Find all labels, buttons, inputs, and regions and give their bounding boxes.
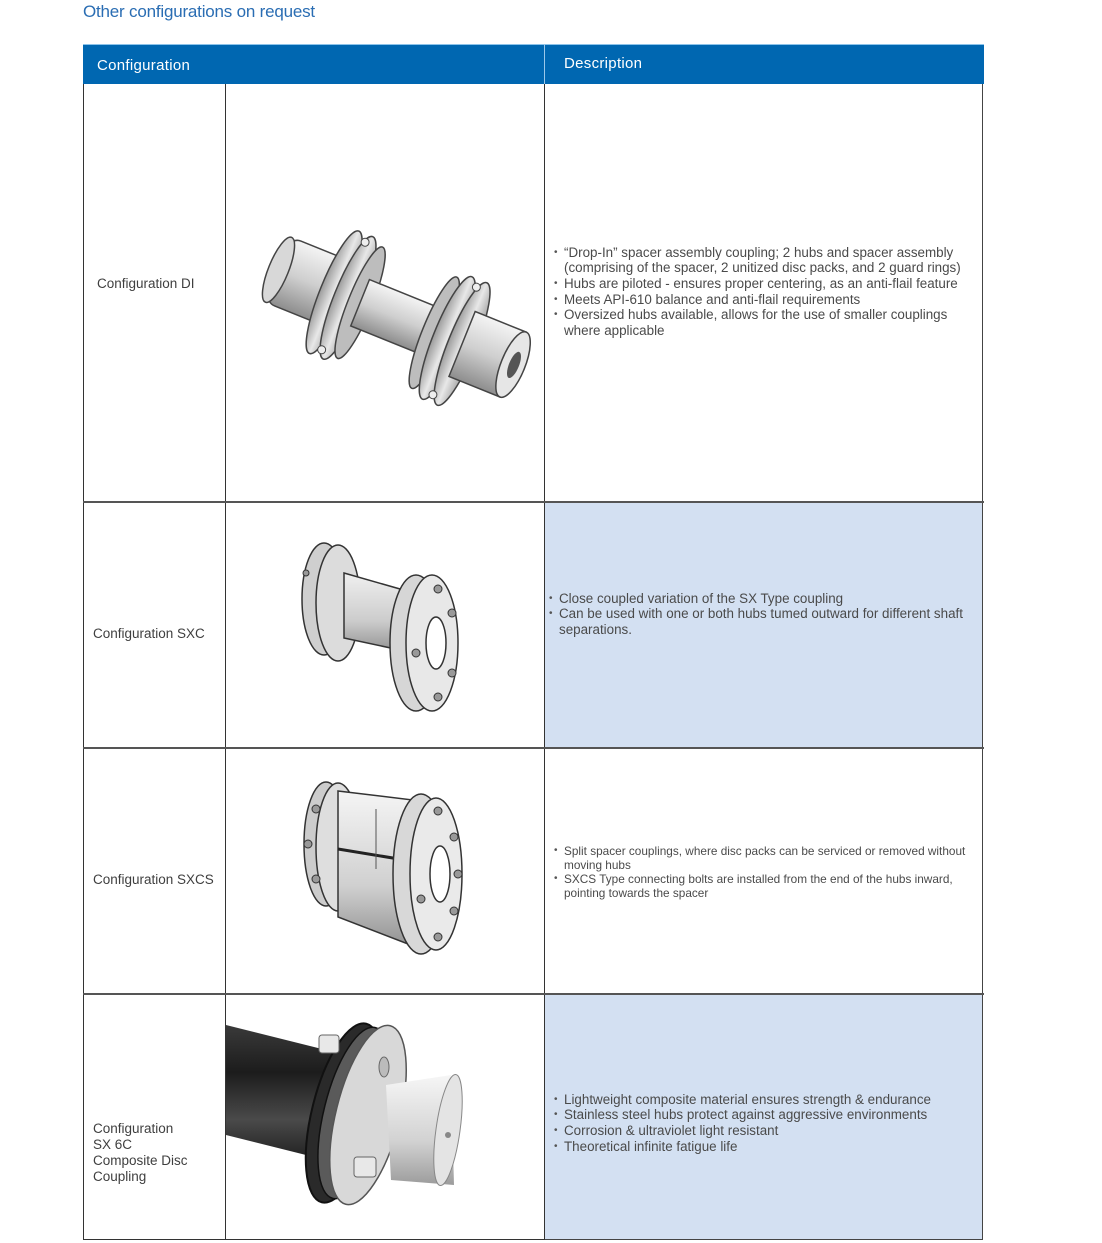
description-bullet: • Lightweight composite material ensures strength & endurance — [554, 1092, 931, 1108]
column-header-description: Description — [545, 44, 984, 84]
table-row-di — [83, 84, 984, 502]
config-description-sx6c — [545, 995, 983, 1240]
configurations-table — [83, 44, 984, 1241]
config-description-di — [545, 84, 983, 502]
config-image-di — [226, 84, 545, 502]
disc-coupling-di-icon — [226, 84, 545, 502]
column-header-configuration: Configuration — [83, 44, 544, 84]
config-image-sxc — [226, 503, 545, 747]
table-row-sxcs — [83, 749, 984, 993]
description-bullet-list — [554, 245, 982, 339]
config-description-sxc — [545, 503, 983, 747]
description-bullet: • SXCS Type connecting bolts are installed from the end of the hubs inward, pointing towards the spacer — [554, 872, 982, 900]
disc-coupling-sxcs-icon — [226, 749, 545, 993]
config-label-sxcs — [83, 749, 226, 993]
config-label-text: Configuration DI — [97, 276, 195, 291]
composite-disc-coupling-icon — [226, 995, 545, 1240]
description-bullet: • Oversized hubs available, allows for the use of smaller couplings where applicable — [554, 307, 982, 338]
config-label-text: Configuration SX 6C Composite Disc Coupling — [93, 1121, 188, 1184]
description-bullet: • Close coupled variation of the SX Type coupling — [549, 591, 982, 607]
config-image-sx6c — [226, 995, 545, 1240]
table-row-sx6c — [83, 995, 984, 1240]
description-bullet: • Corrosion & ultraviolet light resistant — [554, 1123, 931, 1139]
description-bullet-list — [554, 1092, 931, 1154]
description-bullet: • Split spacer couplings, where disc packs can be serviced or removed without moving hubs — [554, 844, 982, 872]
description-bullet: • Stainless steel hubs protect against aggressive environments — [554, 1107, 931, 1123]
description-bullet: • “Drop-In” spacer assembly coupling; 2 hubs and spacer assembly (comprising of the spacer, 2 unitized disc packs, and 2 guard rings) — [554, 245, 982, 276]
disc-coupling-sxc-icon — [226, 503, 545, 747]
config-label-text: Configuration SXC — [93, 626, 205, 641]
description-bullet: • Hubs are piloted - ensures proper centering, as an anti-flail feature — [554, 276, 982, 292]
description-bullet: • Can be used with one or both hubs tumed outward for different shaft separations. — [549, 606, 982, 637]
description-bullet: • Meets API-610 balance and anti-flail requirements — [554, 292, 982, 308]
page-heading: Other configurations on request — [83, 2, 315, 21]
config-image-sxcs — [226, 749, 545, 993]
table-row-sxc — [83, 503, 984, 747]
config-description-sxcs — [545, 749, 983, 993]
description-bullet-list — [549, 591, 982, 638]
config-label-sx6c — [83, 995, 226, 1240]
description-bullet: • Theoretical infinite fatigue life — [554, 1139, 931, 1155]
config-label-sxc — [83, 503, 226, 747]
config-label-di — [83, 84, 226, 502]
config-label-text: Configuration SXCS — [93, 872, 214, 887]
description-bullet-list — [554, 844, 982, 900]
